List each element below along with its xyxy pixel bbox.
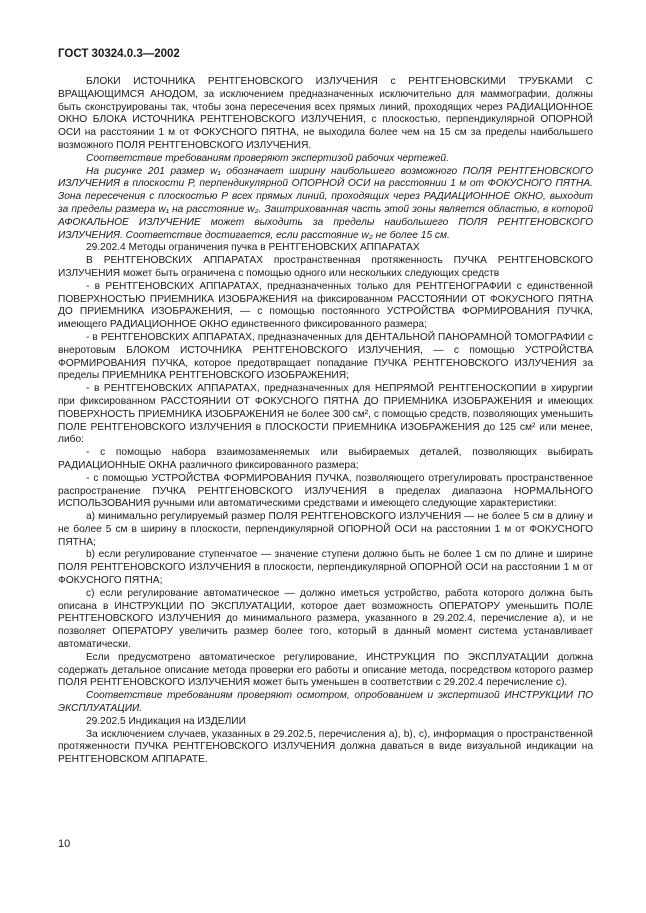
figure-note: На рисунке 201 размер w₁ обозначает ширину наибольшего возможного ПОЛЯ РЕНТГЕНОВСКОГО ИЗЛУЧЕНИЯ в плоскости Р, перпендикулярной ОПОРНОЙ ОСИ на расстоянии 1 м от ФОКУСНОГО ПЯТНА. Зона пересечения с плоскостью Р всех прямых линий, проходящих через РАДИАЦИОННОЕ ОКНО, выходит за пределы размера w₁ на расстояние w₂. Заштрихованная часть этой зоны является областью, в которой АФОКАЛЬНОЕ ИЗЛУЧЕНИЕ может выходить за пределы наибольшего ПОЛЯ РЕНТГЕНОВСКОГО ИЗЛУЧЕНИЯ. Соответствие достигается, если расстояние w₂ не более 15 см. bbox=[58, 165, 593, 241]
page-number: 10 bbox=[58, 838, 71, 850]
paragraph: В РЕНТГЕНОВСКИХ АППАРАТАХ пространственная протяженность ПУЧКА РЕНТГЕНОВСКОГО ИЗЛУЧЕНИЯ может быть ограничена с помощью одного или нескольких следующих средств bbox=[58, 255, 593, 279]
paragraph: БЛОКИ ИСТОЧНИКА РЕНТГЕНОВСКОГО ИЗЛУЧЕНИЯ с РЕНТГЕНОВСКИМИ ТРУБКАМИ С ВРАЩАЮЩИМСЯ АНОДОМ, за исключением предназначенных исключительно для маммографии, должны быть сконструированы так, чтобы зона пересечения всех прямых линий, проходящих через РАДИАЦИОННОЕ ОКНО БЛОКА ИСТОЧНИКА РЕНТГЕНОВСКОГО ИЗЛУЧЕНИЯ, с плоскостью, перпендикулярной ОПОРНОЙ ОСИ на расстоянии 1 м от ФОКУСНОГО ПЯТНА, не выходила более чем на 15 см за пределы наибольшего возможного ПОЛЯ РЕНТГЕНОВСКОГО ИЗЛУЧЕНИЯ. bbox=[58, 76, 593, 151]
list-item: - в РЕНТГЕНОВСКИХ АППАРАТАХ, предназначенных для ДЕНТАЛЬНОЙ ПАНОРАМНОЙ ТОМОГРАФИИ с внеротовым БЛОКОМ ИСТОЧНИКА РЕНТГЕНОВСКОГО ИЗЛУЧЕНИЯ, — с помощью УСТРОЙСТВА ФОРМИРОВАНИЯ ПУЧКА, которое предотвращает попадание ПУЧКА РЕНТГЕНОВСКОГО ИЗЛУЧЕНИЯ за пределы ПРИЕМНИКА РЕНТГЕНОВСКОГО ИЗОБРАЖЕНИЯ; bbox=[58, 331, 593, 382]
paragraph: Если предусмотрено автоматическое регулирование, ИНСТРУКЦИЯ ПО ЭКСПЛУАТАЦИИ должна содержать детальное описание метода проверки его работы и описание метода, посредством которого размер ПОЛЯ РЕНТГЕНОВСКОГО ИЗЛУЧЕНИЯ может быть уменьшен в соответствии с 29.202.4 перечисление с). bbox=[58, 651, 593, 689]
compliance-note: Соответствие требованиям проверяют осмотром, опробованием и экспертизой ИНСТРУКЦИИ ПО ЭКСПЛУАТАЦИИ. bbox=[58, 690, 593, 715]
list-item: b) если регулирование ступенчатое — значение ступени должно быть не более 1 см по длине и ширине ПОЛЯ РЕНТГЕНОВСКОГО ИЗЛУЧЕНИЯ в плоскости, перпендикулярной ОПОРНОЙ ОСИ на расстоянии 1 м от ФОКУСНОГО ПЯТНА; bbox=[58, 549, 593, 587]
paragraph: За исключением случаев, указанных в 29.202.5, перечисления а), b), с), информация о пространственной протяженности ПУЧКА РЕНТГЕНОВСКОГО ИЗЛУЧЕНИЯ должна даваться в виде визуальной индикации на РЕНТГЕНОВСКОМ АППАРАТЕ. bbox=[58, 728, 593, 766]
compliance-note: Соответствие требованиям проверяют экспертизой рабочих чертежей. bbox=[86, 152, 449, 164]
list-item: а) минимально регулируемый размер ПОЛЯ РЕНТГЕНОВСКОГО ИЗЛУЧЕНИЯ — не более 5 см в длину и не более 5 см в ширину в плоскости, перпендикулярной ОПОРНОЙ ОСИ на расстоянии 1 м от ФОКУСНОГО ПЯТНА; bbox=[58, 511, 593, 548]
section-heading: 29.202.4 Методы ограничения пучка в РЕНТГЕНОВСКИХ АППАРАТАХ bbox=[86, 242, 420, 254]
list-item: - в РЕНТГЕНОВСКИХ АППАРАТАХ, предназначенных только для РЕНТГЕНОГРАФИИ с единственной ПОВЕРХНОСТЬЮ ПРИЕМНИКА ИЗОБРАЖЕНИЯ на фиксированном РАССТОЯНИИ ОТ ФОКУСНОГО ПЯТНА ДО ПРИЕМНИКА ИЗОБРАЖЕНИЯ, — с помощью постоянного УСТРОЙСТВА ФОРМИРОВАНИЯ ПУЧКА, имеющего РАДИАЦИОННОЕ ОКНО единственного фиксированного размера; bbox=[58, 280, 593, 331]
document-header: ГОСТ 30324.0.3—2002 bbox=[58, 48, 180, 60]
list-item: с) если регулирование автоматическое — должно иметься устройство, работа которого должна быть описана в ИНСТРУКЦИИ ПО ЭКСПЛУАТАЦИИ, которое дает возможность ОПЕРАТОРУ уменьшить ПОЛЕ РЕНТГЕНОВСКОГО ИЗЛУЧЕНИЯ до минимального размера, указанного в 29.202.4, перечисление а), и не позволяет ОПЕРАТОРУ увеличить размер более того, который в данный момент система устанавливает автоматически. bbox=[58, 587, 593, 651]
document-body bbox=[58, 76, 593, 767]
list-item: - с помощью набора взаимозаменяемых или выбираемых деталей, позволяющих выбирать РАДИАЦИОННЫЕ ОКНА различного фиксированного размера; bbox=[58, 447, 593, 471]
list-item: - в РЕНТГЕНОВСКИХ АППАРАТАХ, предназначенных для НЕПРЯМОЙ РЕНТГЕНОСКОПИИ в хирургии при фиксированном РАССТОЯНИИ ОТ ФОКУСНОГО ПЯТНА ДО ПРИЕМНИКА ИЗОБРАЖЕНИЯ и имеющих ПОВЕРХНОСТЬ ПРИЕМНИКА ИЗОБРАЖЕНИЯ не более 300 см², с помощью средств, позволяющих уменьшить ПОЛЕ РЕНТГЕНОВСКОГО ИЗЛУЧЕНИЯ в ПЛОСКОСТИ ПРИЕМНИКА ИЗОБРАЖЕНИЯ до 125 см² или менее, либо: bbox=[58, 383, 593, 446]
section-heading: 29.202.5 Индикация на ИЗДЕЛИИ bbox=[86, 715, 246, 727]
list-item: - с помощью УСТРОЙСТВА ФОРМИРОВАНИЯ ПУЧКА, позволяющего отрегулировать пространственное распространение ПУЧКА РЕНТГЕНОВСКОГО ИЗЛУЧЕНИЯ в пределах диапазона НОРМАЛЬНОГО ИСПОЛЬЗОВАНИЯ ручными или автоматическими средствами и имеющего следующие характеристики: bbox=[58, 472, 593, 510]
